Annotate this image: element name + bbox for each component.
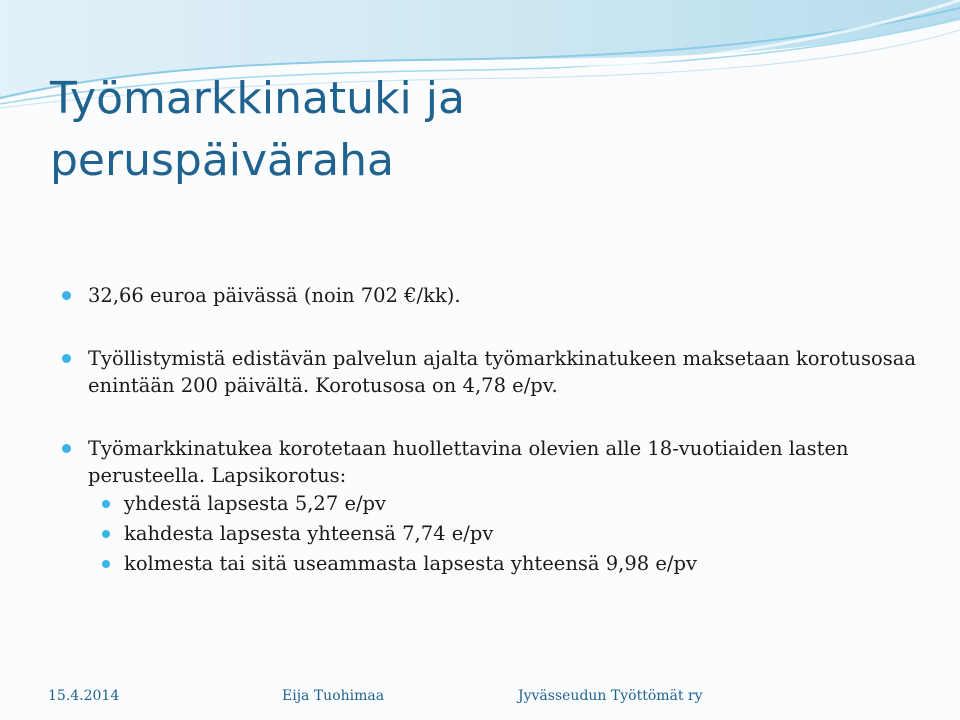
slide-title xyxy=(50,68,750,192)
sub-bullet-dot-icon xyxy=(102,560,110,568)
sub-bullet-dot-icon xyxy=(102,530,110,538)
bullet-text: Työmarkkinatukea korotetaan huollettavina olevien alle 18-vuotiaiden lasten perusteella. Lapsikorotus: xyxy=(88,437,849,487)
sub-bullet-text: kolmesta tai sitä useammasta lapsesta yhteensä 9,98 e/pv xyxy=(124,552,697,575)
sub-bullet-item xyxy=(62,489,922,519)
bullet-dot-icon xyxy=(62,444,71,453)
bullet-item xyxy=(62,435,922,489)
slide-title-line-2: peruspäiväraha xyxy=(50,135,394,186)
sub-bullet-text: kahdesta lapsesta yhteensä 7,74 e/pv xyxy=(124,522,494,545)
bullet-item xyxy=(62,282,922,309)
bullet-dot-icon xyxy=(62,354,71,363)
slide-content xyxy=(62,282,922,579)
bullet-text: 32,66 euroa päivässä (noin 702 €/kk). xyxy=(88,284,461,307)
sub-bullet-text: yhdestä lapsesta 5,27 e/pv xyxy=(124,492,387,515)
footer-organization: Jyvässeudun Työttömät ry xyxy=(518,688,703,704)
sub-bullet-item xyxy=(62,519,922,549)
bullet-item xyxy=(62,345,922,399)
bullet-dot-icon xyxy=(62,291,71,300)
footer-date: 15.4.2014 xyxy=(48,688,120,704)
sub-bullet-item xyxy=(62,549,922,579)
bullet-text: Työllistymistä edistävän palvelun ajalta työmarkkinatukeen maksetaan korotusosaa enintään 200 päivältä. Korotusosa on 4,78 e/pv. xyxy=(88,347,916,397)
footer-author: Eija Tuohimaa xyxy=(282,688,385,704)
sub-bullet-dot-icon xyxy=(102,500,110,508)
slide-title-line-1: Työmarkkinatuki ja xyxy=(50,73,465,124)
